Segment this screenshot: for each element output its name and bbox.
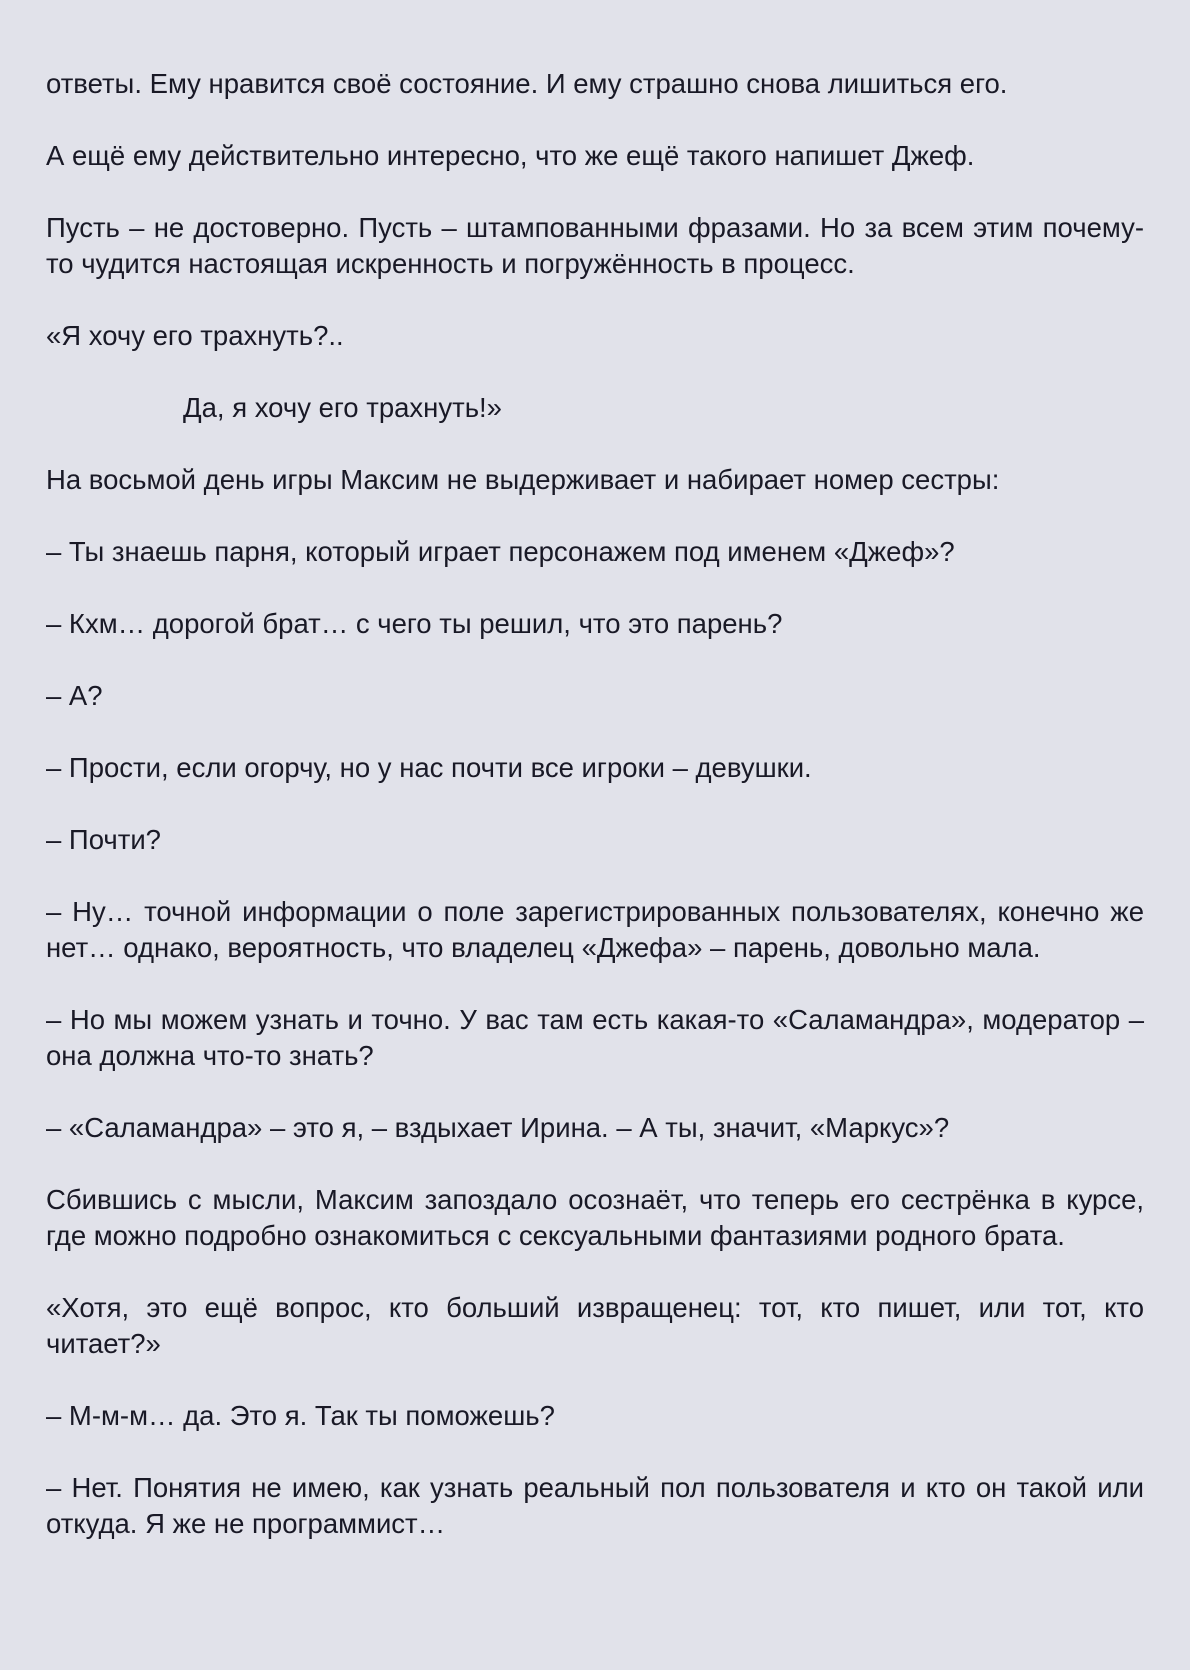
paragraph: На восьмой день игры Максим не выдерживает и набирает номер сестры: bbox=[46, 464, 1000, 495]
dialogue-line: – Прости, если огорчу, но у нас почти все игроки – девушки. bbox=[46, 752, 812, 783]
paragraph: А ещё ему действительно интересно, что же ещё такого напишет Джеф. bbox=[46, 140, 975, 171]
dialogue-line: – Ты знаешь парня, который играет персонажем под именем «Джеф»? bbox=[46, 536, 955, 567]
dialogue-line: – Но мы можем узнать и точно. У вас там есть какая-то «Саламандра», модератор – она должна что-то знать? bbox=[46, 1004, 1144, 1071]
dialogue-line: – А? bbox=[46, 680, 103, 711]
dialogue-line: – М-м-м… да. Это я. Так ты поможешь? bbox=[46, 1400, 555, 1431]
dialogue-line: – Кхм… дорогой брат… с чего ты решил, что это парень? bbox=[46, 608, 783, 639]
poem-line-indented: Да, я хочу его трахнуть!» bbox=[183, 392, 502, 423]
paragraph: ответы. Ему нравится своё состояние. И ему страшно снова лишиться его. bbox=[46, 68, 1008, 99]
dialogue-line: – Почти? bbox=[46, 824, 161, 855]
paragraph: Сбившись с мысли, Максим запоздало осознаёт, что теперь его сестрёнка в курсе, где можно подробно ознакомиться с сексуальными фантазиями родного брата. bbox=[46, 1184, 1144, 1251]
poem-line: «Я хочу его трахнуть?.. bbox=[46, 320, 344, 351]
paragraph: «Хотя, это ещё вопрос, кто больший извращенец: тот, кто пишет, или тот, кто читает?» bbox=[46, 1292, 1144, 1359]
paragraph: Пусть – не достоверно. Пусть – штампованными фразами. Но за всем этим почему-то чудится настоящая искренность и погружённость в процесс. bbox=[46, 212, 1144, 279]
dialogue-line: – «Саламандра» – это я, – вздыхает Ирина. – А ты, значит, «Маркус»? bbox=[46, 1112, 950, 1143]
dialogue-line: – Ну… точной информации о поле зарегистрированных пользователях, конечно же нет… однако, вероятность, что владелец «Джефа» – парень, довольно мала. bbox=[46, 896, 1144, 963]
dialogue-line: – Нет. Понятия не имею, как узнать реальный пол пользователя и кто он такой или откуда. Я же не программист… bbox=[46, 1472, 1144, 1539]
document-body bbox=[46, 66, 1144, 1578]
